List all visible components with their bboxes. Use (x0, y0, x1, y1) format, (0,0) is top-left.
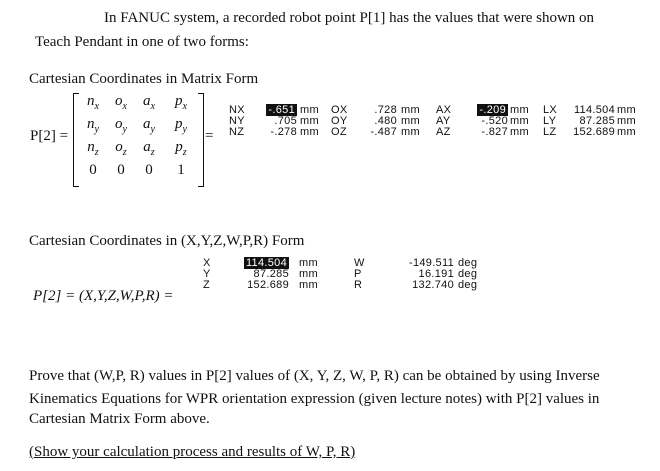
matrix-cell-r4-c2 (108, 162, 134, 179)
tp-label-ox: OX (331, 104, 348, 116)
matrix-cell-subscript: y (122, 124, 127, 135)
tp-label-z: Z (203, 279, 211, 291)
matrix-cell-r4-c4 (168, 162, 194, 179)
matrix-cell-symbol: o (115, 139, 123, 155)
matrix-cell-symbol: n (87, 93, 95, 109)
tp-value-nx: -.651 (268, 104, 295, 116)
tp-value-ay: -.520 (481, 115, 508, 127)
matrix-cell-subscript: z (150, 147, 155, 158)
matrix-cell-symbol: p (175, 116, 183, 132)
tp-label-ly: LY (543, 115, 557, 127)
matrix-cell-symbol: 1 (177, 162, 185, 178)
tp-unit: mm (510, 115, 529, 127)
tp-unit: mm (401, 104, 420, 116)
tp-label-lz: LZ (543, 126, 557, 138)
tp-value-x: 114.504 (245, 257, 287, 269)
tp-value-lz: 152.689 (573, 126, 615, 138)
matrix-cell-r3-c3 (136, 139, 162, 158)
tp-unit: mm (300, 126, 319, 138)
matrix-cell-subscript: x (150, 101, 155, 112)
matrix-cell-r2-c3 (136, 116, 162, 135)
tp-label-p: P (354, 268, 362, 280)
tp-label-nx: NX (229, 104, 245, 116)
matrix-cell-subscript: z (122, 147, 127, 158)
tp-label-ax: AX (436, 104, 452, 116)
tp-label-y: Y (203, 268, 211, 280)
tp-value-ny: .705 (274, 115, 297, 127)
tp-unit: mm (299, 257, 318, 269)
tp-unit: mm (510, 126, 529, 138)
tp-label-r: R (354, 279, 363, 291)
matrix-cell-r1-c1 (80, 93, 106, 112)
teach-pendant-xyzwpr-readout (203, 258, 503, 298)
tp-label-w: W (354, 257, 365, 269)
matrix-cell-symbol: o (115, 93, 123, 109)
xyzwpr-heading: Cartesian Coordinates in (X,Y,Z,W,P,R) Form (29, 233, 305, 249)
matrix-cell-r3-c4 (168, 139, 194, 158)
matrix-cell-r4-c3 (136, 162, 162, 179)
matrix-cell-symbol: 0 (145, 162, 153, 178)
tp-label-ny: NY (229, 115, 245, 127)
tp-value-z: 152.689 (247, 279, 289, 291)
tp-unit: deg (458, 279, 478, 291)
tp-unit: mm (300, 115, 319, 127)
matrix-cell-subscript: y (150, 124, 155, 135)
tp-value-ax: -.209 (479, 104, 506, 116)
tp-unit: mm (300, 104, 319, 116)
matrix-cell-r2-c4 (168, 116, 194, 135)
matrix-cell-subscript: z (182, 147, 187, 158)
matrix-cell-r3-c1 (80, 139, 106, 158)
question-line-3: Cartesian Matrix Form above. (29, 411, 210, 427)
matrix-cell-symbol: 0 (89, 162, 97, 178)
matrix-cell-r4-c1 (80, 162, 106, 179)
tp-label-az: AZ (436, 126, 451, 138)
tp-unit: mm (401, 115, 420, 127)
tp-unit: mm (299, 279, 318, 291)
question-line-1: Prove that (W,P, R) values in P[2] values of (X, Y, Z, W, P, R) can be obtained by using Inverse (29, 368, 600, 384)
tp-unit: mm (617, 126, 636, 138)
tp-unit: deg (458, 268, 478, 280)
matrix-cell-symbol: o (115, 116, 123, 132)
tp-value-az: -.827 (481, 126, 508, 138)
tp-label-ay: AY (436, 115, 451, 127)
tp-label-lx: LX (543, 104, 558, 116)
tp-value-ly: 87.285 (579, 115, 615, 127)
matrix-lhs-label: P[2] = (30, 128, 69, 144)
matrix-symbolic (68, 93, 208, 187)
matrix-cell-subscript: x (122, 101, 127, 112)
tp-unit: mm (401, 126, 420, 138)
matrix-cell-subscript: y (182, 124, 187, 135)
tp-label-x: X (203, 257, 211, 269)
matrix-cell-subscript: y (94, 124, 99, 135)
matrix-heading: Cartesian Coordinates in Matrix Form (29, 71, 259, 87)
xyzwpr-lhs-label: P[2] = (X,Y,Z,W,P,R) = (33, 288, 174, 304)
tp-value-w: -149.511 (408, 257, 454, 269)
tp-label-nz: NZ (229, 126, 245, 138)
matrix-cell-symbol: n (87, 116, 95, 132)
tp-unit: mm (299, 268, 318, 280)
tp-value-nz: -.278 (270, 126, 297, 138)
matrix-cell-r1-c3 (136, 93, 162, 112)
matrix-right-bracket (198, 93, 204, 187)
tp-unit: mm (510, 104, 529, 116)
tp-value-oz: -.487 (370, 126, 397, 138)
matrix-cell-r3-c2 (108, 139, 134, 158)
matrix-cell-symbol: a (143, 116, 151, 132)
matrix-cell-symbol: a (143, 93, 151, 109)
matrix-equals-sign: = (205, 128, 214, 144)
matrix-cell-subscript: z (94, 147, 99, 158)
matrix-cell-subscript: x (182, 101, 187, 112)
matrix-cell-r2-c2 (108, 116, 134, 135)
tp-value-ox: .728 (374, 104, 397, 116)
tp-label-oy: OY (331, 115, 348, 127)
tp-value-p: 16.191 (418, 268, 454, 280)
tp-value-r: 132.740 (412, 279, 454, 291)
teach-pendant-matrix-readout (229, 105, 659, 145)
tp-value-oy: .480 (374, 115, 397, 127)
matrix-cell-symbol: 0 (117, 162, 125, 178)
matrix-cell-subscript: x (94, 101, 99, 112)
matrix-cell-r1-c2 (108, 93, 134, 112)
tp-unit: deg (458, 257, 478, 269)
matrix-cell-symbol: p (175, 139, 183, 155)
intro-line-1: In FANUC system, a recorded robot point P[1] has the values that were shown on (104, 10, 595, 26)
question-instruction: (Show your calculation process and results of W, P, R) (29, 444, 356, 460)
matrix-cell-r2-c1 (80, 116, 106, 135)
matrix-cell-symbol: n (87, 139, 95, 155)
matrix-left-bracket (73, 93, 79, 187)
question-line-2: Kinematics Equations for WPR orientation expression (given lecture notes) with P[2] values in (29, 391, 600, 407)
matrix-cell-symbol: a (143, 139, 151, 155)
matrix-cell-r1-c4 (168, 93, 194, 112)
tp-unit: mm (617, 104, 636, 116)
tp-value-lx: 114.504 (573, 104, 615, 116)
tp-value-y: 87.285 (253, 268, 289, 280)
tp-label-oz: OZ (331, 126, 347, 138)
matrix-cell-symbol: p (175, 93, 183, 109)
intro-line-2: Teach Pendant in one of two forms: (35, 34, 249, 50)
tp-unit: mm (617, 115, 636, 127)
